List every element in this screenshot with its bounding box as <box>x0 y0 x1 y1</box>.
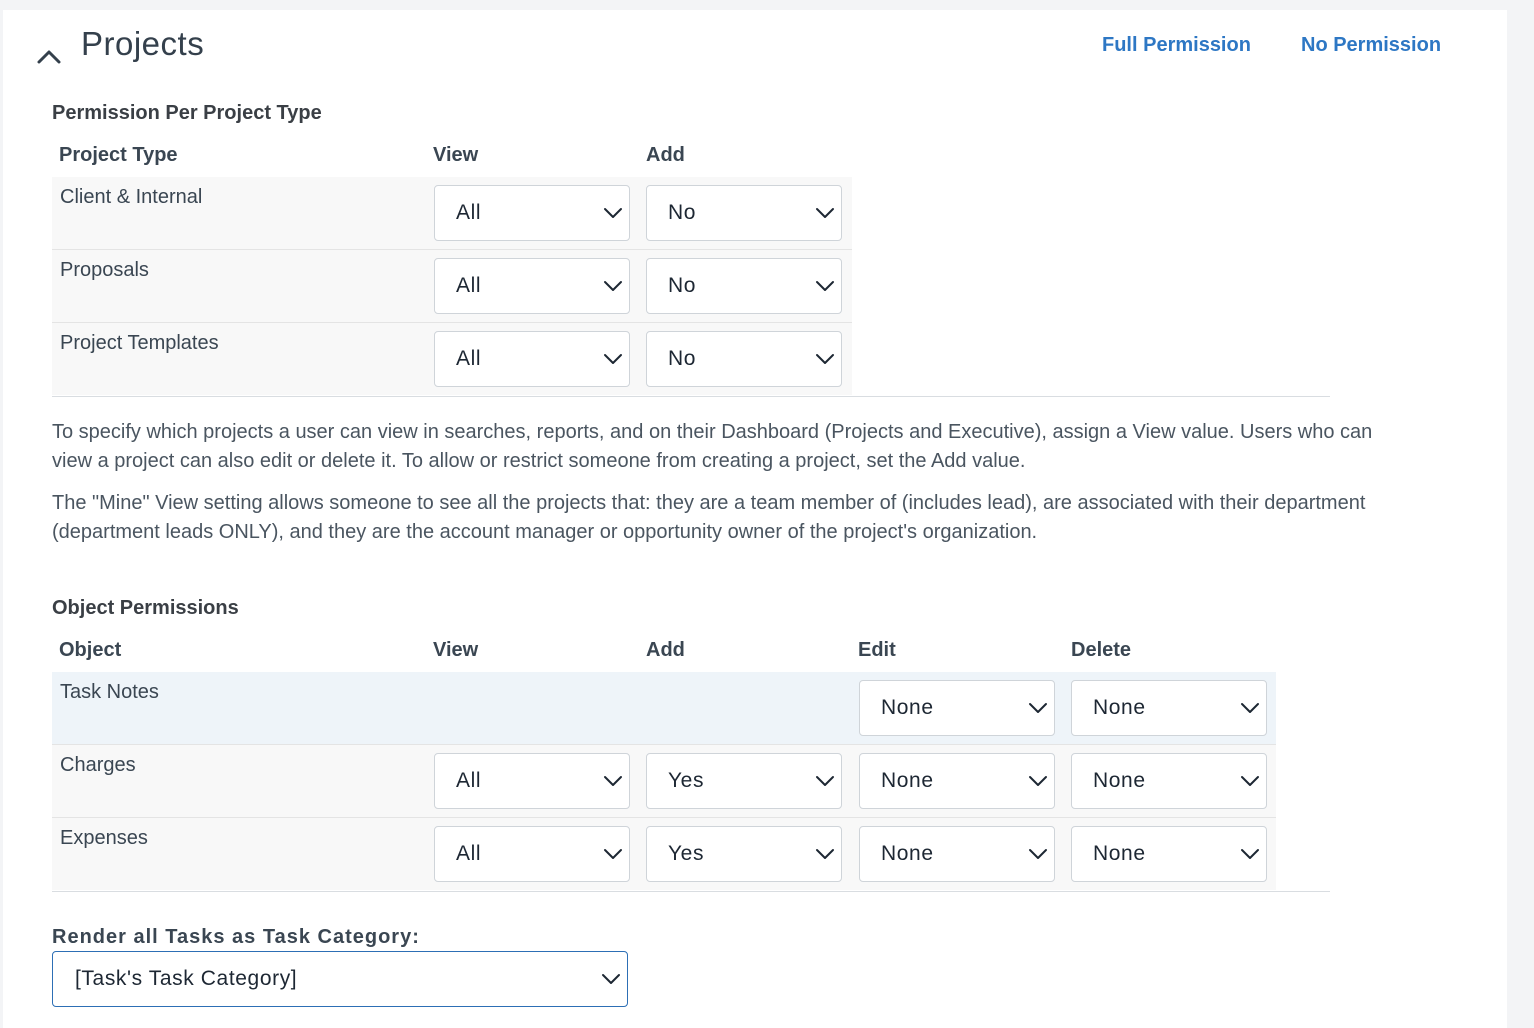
view-select[interactable] <box>434 753 630 809</box>
select-value: None <box>881 769 934 792</box>
project-type-row <box>52 177 852 250</box>
chevron-down-icon <box>603 773 623 789</box>
mine-view-note: The "Mine" View setting allows someone to see all the projects that: they are a team member of (includes lead), are associated with their department (department leads ONLY), and they are the account manager or opportunity owner of the project's organization. <box>52 492 1366 543</box>
column-header-edit: Edit <box>858 639 896 661</box>
task-category-select[interactable] <box>52 951 628 1007</box>
view-select[interactable] <box>434 185 630 241</box>
add-select[interactable] <box>646 826 842 882</box>
view-select[interactable] <box>434 826 630 882</box>
chevron-down-icon <box>601 971 621 987</box>
object-row <box>52 672 1276 745</box>
row-label: Client & Internal <box>60 186 203 208</box>
collapse-section-button[interactable] <box>33 40 65 72</box>
column-header-add: Add <box>646 144 685 166</box>
chevron-down-icon <box>1240 773 1260 789</box>
select-value: None <box>881 696 934 719</box>
select-value: None <box>1093 842 1146 865</box>
chevron-down-icon <box>815 278 835 294</box>
add-select[interactable] <box>646 185 842 241</box>
add-select[interactable] <box>646 753 842 809</box>
table-divider <box>52 396 1330 397</box>
column-header-view: View <box>433 639 479 661</box>
chevron-down-icon <box>1240 700 1260 716</box>
column-header-object: Object <box>59 639 122 661</box>
select-value: All <box>456 201 482 224</box>
full-permission-link[interactable]: Full Permission <box>1102 34 1251 56</box>
select-value: None <box>1093 696 1146 719</box>
no-permission-link[interactable]: No Permission <box>1301 34 1442 56</box>
column-header-delete: Delete <box>1071 639 1132 661</box>
project-type-heading: Permission Per Project Type <box>52 102 322 124</box>
view-select[interactable] <box>434 258 630 314</box>
chevron-down-icon <box>1028 846 1048 862</box>
projects-permission-card <box>3 10 1507 1028</box>
object-row <box>52 818 1276 890</box>
select-value: None <box>1093 769 1146 792</box>
chevron-down-icon <box>815 205 835 221</box>
row-label: Project Templates <box>60 332 219 354</box>
column-header-project-type: Project Type <box>59 144 178 166</box>
chevron-down-icon <box>603 278 623 294</box>
delete-select[interactable] <box>1071 826 1267 882</box>
chevron-down-icon <box>1240 846 1260 862</box>
column-header-add: Add <box>646 639 685 661</box>
add-select[interactable] <box>646 258 842 314</box>
delete-select[interactable] <box>1071 680 1267 736</box>
project-type-row <box>52 250 852 323</box>
chevron-down-icon <box>815 351 835 367</box>
row-label: Expenses <box>60 827 148 849</box>
chevron-down-icon <box>815 773 835 789</box>
edit-select[interactable] <box>859 753 1055 809</box>
row-label: Task Notes <box>60 681 159 703</box>
column-header-view: View <box>433 144 479 166</box>
task-category-label: Render all Tasks as Task Category: <box>52 926 420 948</box>
select-value: Yes <box>668 769 705 792</box>
edit-select[interactable] <box>859 826 1055 882</box>
select-value: All <box>456 274 482 297</box>
project-type-row <box>52 323 852 395</box>
select-value: All <box>456 347 482 370</box>
chevron-down-icon <box>815 846 835 862</box>
object-permissions-heading: Object Permissions <box>52 597 239 619</box>
edit-select[interactable] <box>859 680 1055 736</box>
chevron-down-icon <box>603 351 623 367</box>
object-row <box>52 745 1276 818</box>
table-divider <box>52 891 1330 892</box>
row-label: Proposals <box>60 259 149 281</box>
chevron-down-icon <box>1028 773 1048 789</box>
row-label: Charges <box>60 754 136 776</box>
view-permission-note: To specify which projects a user can view in searches, reports, and on their Dashboard (Projects and Executive), assign a View value. Users who can view a project can also edit or delete it. To allow or restrict someone from creating a project, set the Add value. <box>52 421 1373 472</box>
view-select[interactable] <box>434 331 630 387</box>
select-value: All <box>456 842 482 865</box>
chevron-down-icon <box>603 205 623 221</box>
select-value: Yes <box>668 842 705 865</box>
select-value: No <box>668 347 697 370</box>
select-value: All <box>456 769 482 792</box>
select-value: [Task's Task Category] <box>75 967 298 990</box>
select-value: None <box>881 842 934 865</box>
select-value: No <box>668 201 697 224</box>
chevron-down-icon <box>603 846 623 862</box>
section-title: Projects <box>81 25 205 62</box>
delete-select[interactable] <box>1071 753 1267 809</box>
select-value: No <box>668 274 697 297</box>
chevron-down-icon <box>1028 700 1048 716</box>
chevron-up-icon <box>36 47 62 65</box>
add-select[interactable] <box>646 331 842 387</box>
